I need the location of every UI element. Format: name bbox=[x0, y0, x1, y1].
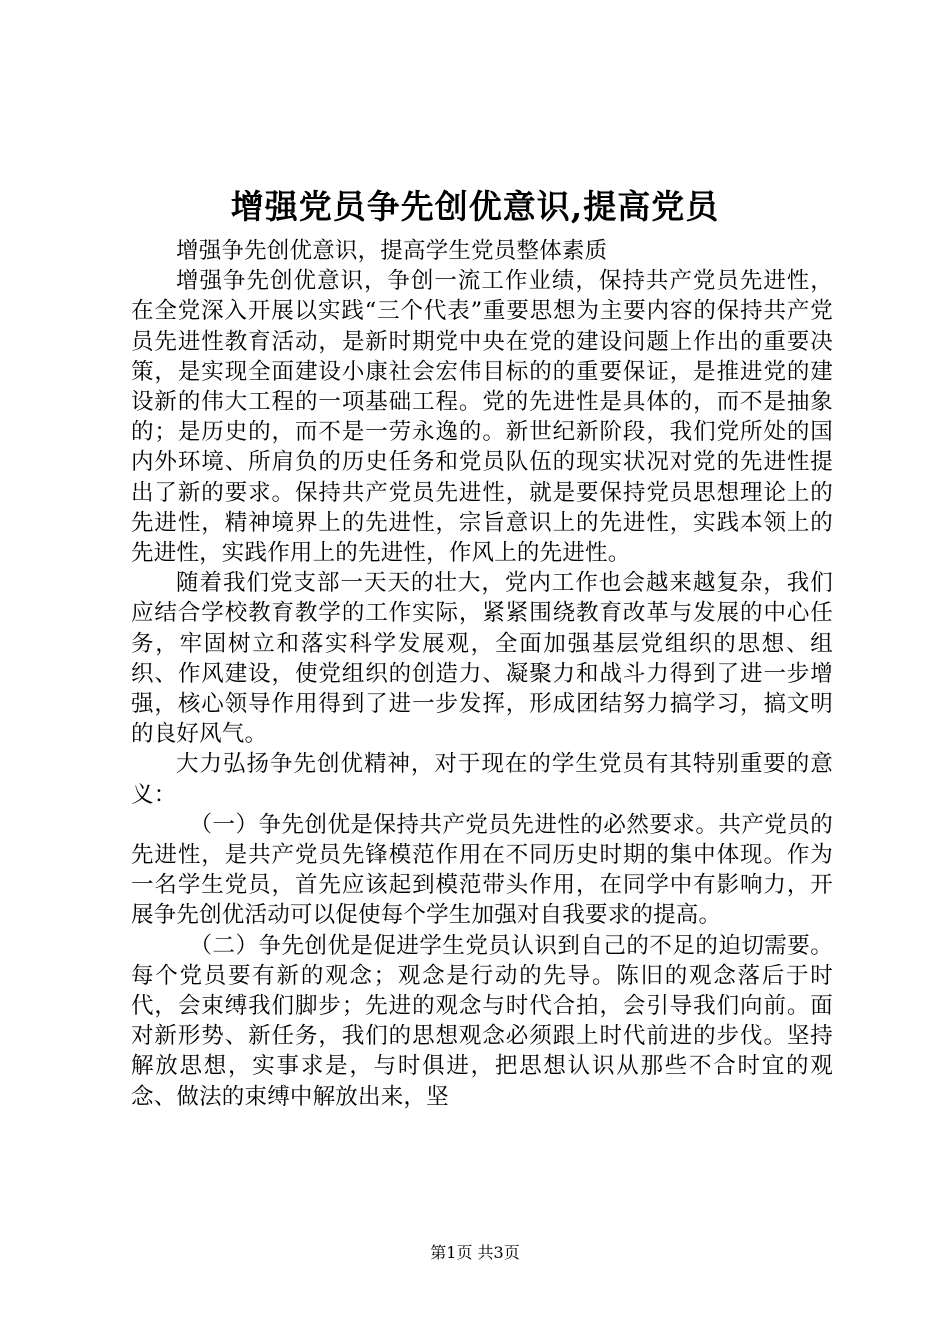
document-title: 增强党员争先创优意识,提高党员 bbox=[230, 187, 720, 226]
paragraph-point-one: （一）争先创优是保持共产党员先进性的必然要求。共产党员的先进性，是共产党员先锋模范作用在不同历史时期的集中体现。作为一名学生党员，首先应该起到模范带头作用，在同学中有影响力，开展争先创优活动可以促使每个学生加强对自我要求的提高。 bbox=[131, 811, 833, 929]
document-subtitle: 增强争先创优意识，提高学生党员整体素质 bbox=[176, 238, 608, 264]
paragraph-point-two: （二）争先创优是促进学生党员认识到自己的不足的迫切需要。每个党员要有新的观念；观念是行动的先导。陈旧的观念落后于时代，会束缚我们脚步；先进的观念与时代合拍，会引导我们向前。面对新形势、新任务，我们的思想观念必须跟上时代前进的步伐。坚持解放思想，实事求是，与时俱进，把思想认识从那些不合时宜的观念、做法的束缚中解放出来，坚 bbox=[131, 932, 833, 1110]
paragraph-party-branch: 随着我们党支部一天天的壮大，党内工作也会越来越复杂，我们应结合学校教育教学的工作实际，紧紧围绕教育改革与发展的中心任务，牢固树立和落实科学发展观，全面加强基层党组织的思想、组织、作风建设，使党组织的创造力、凝聚力和战斗力得到了进一步增强，核心领导作用得到了进一步发挥，形成团结努力搞学习，搞文明的良好风气。 bbox=[131, 570, 833, 748]
paragraph-intro: 增强争先创优意识，争创一流工作业绩，保持共产党员先进性，在全党深入开展以实践“三个代表”重要思想为主要内容的保持共产党员先进性教育活动，是新时期党中央在党的建设问题上作出的重要决策，是实现全面建设小康社会宏伟目标的的重要保证，是推进党的建设新的伟大工程的一项基础工程。党的先进性是具体的，而不是抽象的；是历史的，而不是一劳永逸的。新世纪新阶段，我们党所处的国内外环境、所肩负的历史任务和党员队伍的现实状况对党的先进性提出了新的要求。保持共产党员先进性，就是要保持党员思想理论上的先进性，精神境界上的先进性，宗旨意识上的先进性，实践本领上的先进性，实践作用上的先进性，作风上的先进性。 bbox=[131, 268, 833, 567]
document-body bbox=[131, 236, 833, 1112]
page-footer: 第1页 共3页 bbox=[430, 1243, 520, 1262]
paragraph-significance: 大力弘扬争先创优精神，对于现在的学生党员有其特别重要的意义： bbox=[131, 751, 833, 808]
